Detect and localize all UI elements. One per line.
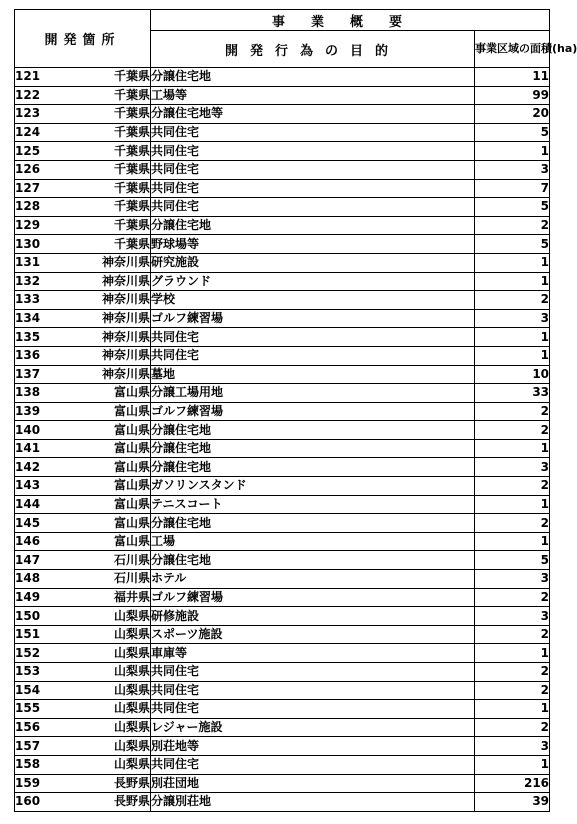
row-prefecture: 富山県 (63, 384, 151, 403)
row-prefecture: 山梨県 (63, 607, 151, 626)
table-row (15, 365, 550, 384)
row-purpose: 研修施設 (151, 607, 475, 626)
row-area: 3 (475, 607, 550, 626)
row-prefecture: 富山県 (63, 458, 151, 477)
row-number: 147 (15, 551, 63, 570)
row-number: 130 (15, 235, 63, 254)
row-purpose: 共同住宅 (151, 681, 475, 700)
row-purpose: 別荘地等 (151, 737, 475, 756)
row-purpose: 分譲住宅地 (151, 439, 475, 458)
table-row (15, 793, 550, 812)
row-number: 131 (15, 253, 63, 272)
row-number: 149 (15, 588, 63, 607)
row-prefecture: 神奈川県 (63, 291, 151, 310)
row-prefecture: 山梨県 (63, 663, 151, 682)
table-row (15, 160, 550, 179)
row-purpose: 共同住宅 (151, 123, 475, 142)
row-number: 159 (15, 774, 63, 793)
table-row (15, 681, 550, 700)
row-area: 3 (475, 160, 550, 179)
row-number: 156 (15, 718, 63, 737)
development-table (14, 9, 577, 812)
row-area: 1 (475, 700, 550, 719)
row-prefecture: 千葉県 (63, 105, 151, 124)
row-number: 121 (15, 68, 63, 87)
row-number: 151 (15, 625, 63, 644)
row-prefecture: 富山県 (63, 477, 151, 496)
row-prefecture: 山梨県 (63, 681, 151, 700)
row-purpose: テニスコート (151, 495, 475, 514)
row-number: 152 (15, 644, 63, 663)
row-prefecture: 富山県 (63, 402, 151, 421)
row-area: 2 (475, 663, 550, 682)
row-number: 143 (15, 477, 63, 496)
row-number: 140 (15, 421, 63, 440)
table-row (15, 477, 550, 496)
row-number: 150 (15, 607, 63, 626)
table-row (15, 253, 550, 272)
row-area: 2 (475, 588, 550, 607)
table-row (15, 551, 550, 570)
row-purpose: 分譲住宅地 (151, 68, 475, 87)
row-number: 137 (15, 365, 63, 384)
row-prefecture: 神奈川県 (63, 365, 151, 384)
row-area: 1 (475, 253, 550, 272)
row-area: 1 (475, 495, 550, 514)
row-number: 145 (15, 514, 63, 533)
table-row (15, 216, 550, 235)
row-number: 122 (15, 86, 63, 105)
row-number: 126 (15, 160, 63, 179)
table-body (15, 68, 550, 812)
row-prefecture: 千葉県 (63, 142, 151, 161)
row-prefecture: 山梨県 (63, 625, 151, 644)
row-area: 99 (475, 86, 550, 105)
row-purpose: 共同住宅 (151, 700, 475, 719)
table-row (15, 663, 550, 682)
table-row (15, 718, 550, 737)
row-number: 155 (15, 700, 63, 719)
row-number: 125 (15, 142, 63, 161)
table-row (15, 458, 550, 477)
row-purpose: ゴルフ練習場 (151, 309, 475, 328)
row-number: 141 (15, 439, 63, 458)
row-prefecture: 山梨県 (63, 755, 151, 774)
row-area: 216 (475, 774, 550, 793)
row-prefecture: 山梨県 (63, 737, 151, 756)
row-purpose: 共同住宅 (151, 179, 475, 198)
row-prefecture: 千葉県 (63, 160, 151, 179)
table-row (15, 272, 550, 291)
row-prefecture: 長野県 (63, 793, 151, 812)
table-row (15, 198, 550, 217)
row-purpose: 共同住宅 (151, 755, 475, 774)
row-prefecture: 石川県 (63, 551, 151, 570)
table-row (15, 421, 550, 440)
row-prefecture: 富山県 (63, 439, 151, 458)
row-purpose: 分譲住宅地 (151, 514, 475, 533)
table-row (15, 142, 550, 161)
row-number: 127 (15, 179, 63, 198)
row-purpose: 分譲工場用地 (151, 384, 475, 403)
table-row (15, 328, 550, 347)
row-purpose: 学校 (151, 291, 475, 310)
row-number: 129 (15, 216, 63, 235)
row-number: 138 (15, 384, 63, 403)
row-prefecture: 千葉県 (63, 179, 151, 198)
table-row (15, 123, 550, 142)
row-purpose: 工場等 (151, 86, 475, 105)
row-prefecture: 富山県 (63, 514, 151, 533)
row-area: 2 (475, 402, 550, 421)
row-prefecture: 石川県 (63, 570, 151, 589)
table-row (15, 774, 550, 793)
row-purpose: ガソリンスタンド (151, 477, 475, 496)
row-area: 2 (475, 625, 550, 644)
row-area: 39 (475, 793, 550, 812)
row-area: 1 (475, 346, 550, 365)
table-row (15, 68, 550, 87)
row-prefecture: 山梨県 (63, 644, 151, 663)
row-area: 1 (475, 532, 550, 551)
row-number: 134 (15, 309, 63, 328)
row-prefecture: 千葉県 (63, 198, 151, 217)
row-area: 3 (475, 309, 550, 328)
table-row (15, 105, 550, 124)
table-row (15, 86, 550, 105)
row-number: 123 (15, 105, 63, 124)
row-area: 2 (475, 718, 550, 737)
table-row (15, 495, 550, 514)
row-purpose: 分譲住宅地 (151, 421, 475, 440)
header-location: 開発箇所 (15, 10, 151, 68)
row-area: 5 (475, 551, 550, 570)
table-row (15, 532, 550, 551)
row-purpose: グラウンド (151, 272, 475, 291)
row-purpose: ゴルフ練習場 (151, 402, 475, 421)
row-purpose: 工場 (151, 532, 475, 551)
row-area: 2 (475, 421, 550, 440)
header-area: 事業区域の面積(ha) (475, 31, 550, 68)
table-row (15, 384, 550, 403)
row-prefecture: 山梨県 (63, 700, 151, 719)
row-prefecture: 富山県 (63, 532, 151, 551)
row-area: 5 (475, 123, 550, 142)
row-area: 20 (475, 105, 550, 124)
row-area: 11 (475, 68, 550, 87)
row-prefecture: 神奈川県 (63, 253, 151, 272)
row-area: 1 (475, 439, 550, 458)
row-purpose: 分譲住宅地 (151, 458, 475, 477)
row-purpose: 分譲別荘地 (151, 793, 475, 812)
row-prefecture: 千葉県 (63, 216, 151, 235)
row-number: 139 (15, 402, 63, 421)
table-row (15, 291, 550, 310)
row-number: 142 (15, 458, 63, 477)
row-area: 2 (475, 681, 550, 700)
table-row (15, 514, 550, 533)
row-number: 144 (15, 495, 63, 514)
row-area: 1 (475, 755, 550, 774)
table-row (15, 402, 550, 421)
row-purpose: 共同住宅 (151, 142, 475, 161)
row-purpose: 共同住宅 (151, 198, 475, 217)
row-purpose: 別荘団地 (151, 774, 475, 793)
row-purpose: 車庫等 (151, 644, 475, 663)
table-row (15, 570, 550, 589)
table-row (15, 235, 550, 254)
row-prefecture: 神奈川県 (63, 309, 151, 328)
row-purpose: 分譲住宅地 (151, 216, 475, 235)
row-area: 5 (475, 198, 550, 217)
row-prefecture: 長野県 (63, 774, 151, 793)
table-row (15, 309, 550, 328)
row-number: 158 (15, 755, 63, 774)
row-purpose: 分譲住宅地 (151, 551, 475, 570)
table-row (15, 737, 550, 756)
row-area: 33 (475, 384, 550, 403)
row-area: 2 (475, 514, 550, 533)
row-number: 154 (15, 681, 63, 700)
row-area: 7 (475, 179, 550, 198)
table-row (15, 588, 550, 607)
row-prefecture: 千葉県 (63, 68, 151, 87)
row-area: 5 (475, 235, 550, 254)
row-area: 3 (475, 458, 550, 477)
row-purpose: レジャー施設 (151, 718, 475, 737)
row-purpose: 共同住宅 (151, 346, 475, 365)
row-area: 3 (475, 737, 550, 756)
table-row (15, 346, 550, 365)
row-prefecture: 神奈川県 (63, 328, 151, 347)
row-area: 3 (475, 570, 550, 589)
row-area: 1 (475, 142, 550, 161)
row-number: 160 (15, 793, 63, 812)
row-purpose: スポーツ施設 (151, 625, 475, 644)
row-prefecture: 山梨県 (63, 718, 151, 737)
row-prefecture: 千葉県 (63, 86, 151, 105)
row-prefecture: 神奈川県 (63, 346, 151, 365)
row-number: 132 (15, 272, 63, 291)
header-purpose: 開発行為の目的 (151, 31, 475, 68)
row-number: 124 (15, 123, 63, 142)
row-purpose: 分譲住宅地等 (151, 105, 475, 124)
row-prefecture: 神奈川県 (63, 272, 151, 291)
table-row (15, 625, 550, 644)
row-area: 2 (475, 477, 550, 496)
row-number: 157 (15, 737, 63, 756)
row-prefecture: 千葉県 (63, 235, 151, 254)
table-row (15, 755, 550, 774)
row-purpose: 共同住宅 (151, 160, 475, 179)
row-area: 1 (475, 644, 550, 663)
row-purpose: 研究施設 (151, 253, 475, 272)
row-number: 148 (15, 570, 63, 589)
row-number: 136 (15, 346, 63, 365)
row-purpose: ホテル (151, 570, 475, 589)
table-row (15, 644, 550, 663)
header-summary: 事業概要 (151, 10, 550, 31)
row-number: 153 (15, 663, 63, 682)
table-row (15, 607, 550, 626)
row-area: 2 (475, 291, 550, 310)
row-number: 146 (15, 532, 63, 551)
row-area: 1 (475, 328, 550, 347)
row-purpose: ゴルフ練習場 (151, 588, 475, 607)
row-number: 133 (15, 291, 63, 310)
table-row (15, 700, 550, 719)
row-prefecture: 富山県 (63, 421, 151, 440)
row-purpose: 野球場等 (151, 235, 475, 254)
table-row (15, 179, 550, 198)
row-area: 2 (475, 216, 550, 235)
row-purpose: 共同住宅 (151, 328, 475, 347)
row-prefecture: 富山県 (63, 495, 151, 514)
row-purpose: 共同住宅 (151, 663, 475, 682)
table-row (15, 439, 550, 458)
row-purpose: 墓地 (151, 365, 475, 384)
row-prefecture: 千葉県 (63, 123, 151, 142)
row-number: 135 (15, 328, 63, 347)
row-area: 10 (475, 365, 550, 384)
row-area: 1 (475, 272, 550, 291)
row-prefecture: 福井県 (63, 588, 151, 607)
row-number: 128 (15, 198, 63, 217)
